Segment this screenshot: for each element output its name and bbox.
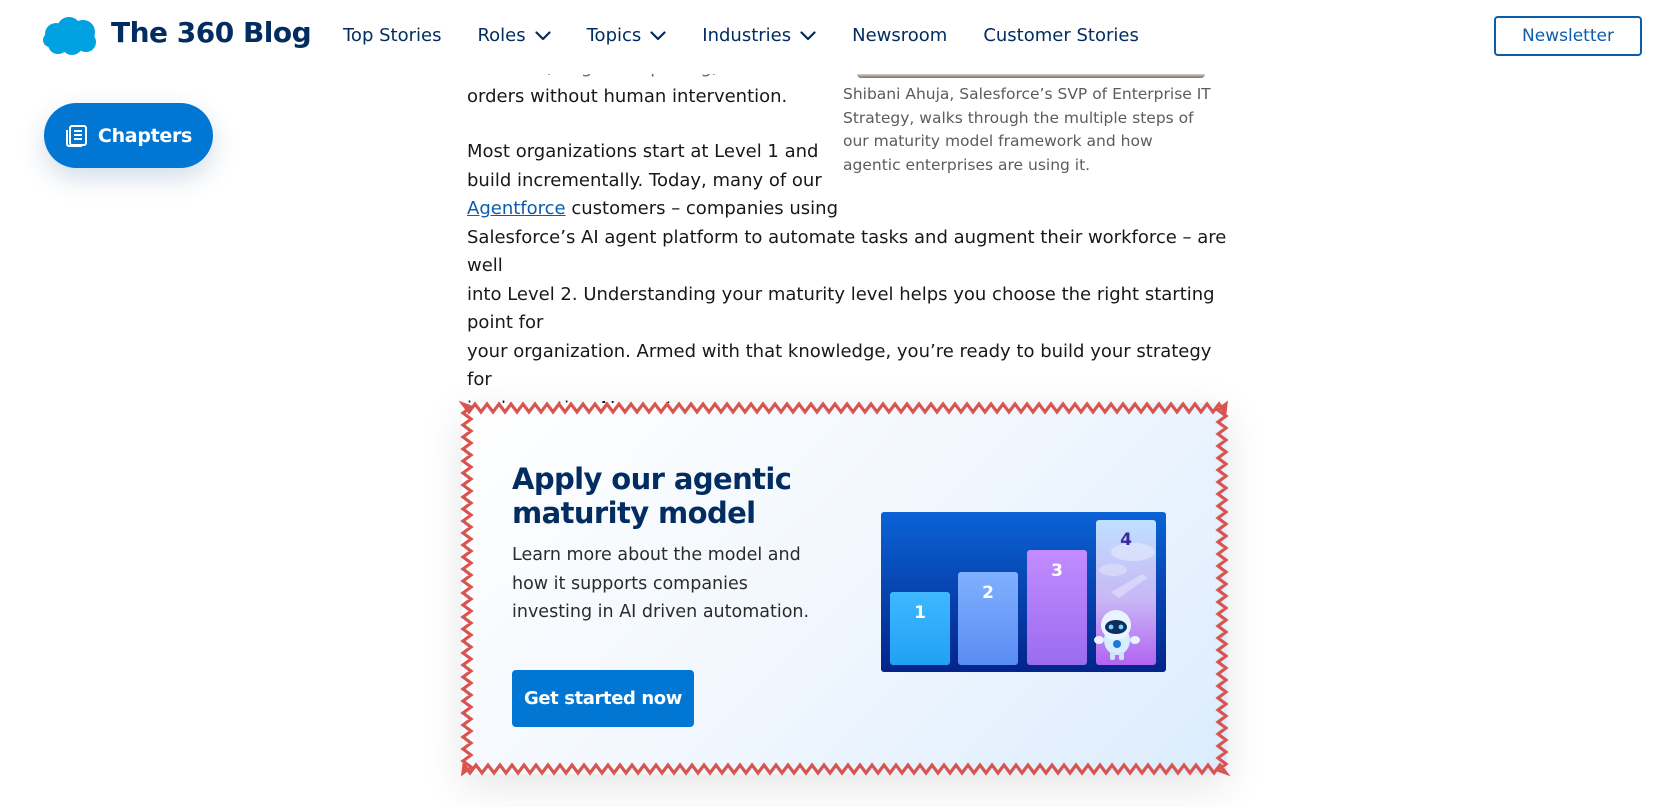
get-started-button[interactable]: Get started now	[512, 670, 694, 727]
nav-label: Newsroom	[852, 25, 948, 46]
chevron-down-icon	[650, 31, 666, 41]
nav-newsroom[interactable]	[852, 25, 947, 46]
step-label-1: 1	[914, 603, 926, 623]
nav-label: Industries	[702, 25, 792, 46]
agentforce-link[interactable]: Agentforce	[467, 198, 566, 219]
nav-label: Topics	[586, 25, 642, 46]
article-text: customers – companies using	[565, 198, 839, 219]
nav-customer-stories[interactable]	[983, 25, 1139, 46]
article-line: your organization. Armed with that knowledge, you’re ready to build your strategy for	[467, 340, 1212, 390]
salesforce-cloud-logo-icon[interactable]	[42, 16, 98, 56]
step-label-3: 3	[1051, 561, 1063, 581]
chapters-button[interactable]	[44, 103, 213, 168]
article-line: into Level 2. Understanding your maturity level helps you choose the right starting point for	[467, 283, 1215, 333]
chapters-list-icon	[65, 124, 89, 148]
nav-topics[interactable]	[587, 25, 667, 46]
nav-label: Customer Stories	[983, 25, 1139, 46]
site-brand-title[interactable]: The 360 Blog	[111, 16, 312, 49]
figure-caption: Shibani Ahuja, Salesforce’s SVP of Enterprise IT Strategy, walks through the multiple steps of our maturity model framework and how agentic enterprises are using it.	[843, 85, 1211, 174]
step-label-2: 2	[982, 583, 994, 603]
article-line: build incrementally. Today, many of our	[467, 169, 822, 191]
newsletter-button[interactable]: Newsletter	[1494, 16, 1642, 56]
chevron-down-icon	[535, 31, 551, 41]
step-label-4: 4	[1120, 530, 1132, 550]
article-line: orders without human intervention.	[467, 85, 788, 107]
article-line: Salesforce’s AI agent platform to automate tasks and augment their workforce – are well	[467, 226, 1227, 276]
nav-label: Top Stories	[343, 25, 442, 46]
nav-label: Roles	[477, 25, 526, 46]
chapters-label: Chapters	[97, 124, 193, 147]
maturity-steps-illustration	[881, 512, 1166, 672]
site-header	[0, 0, 1680, 74]
article-line	[467, 195, 1227, 224]
main-nav	[343, 25, 1175, 46]
promo-description: Learn more about the model and how it supports companies investing in AI driven automation.	[512, 545, 810, 622]
nav-industries[interactable]	[702, 25, 816, 46]
chevron-down-icon	[800, 31, 816, 41]
article-line: Most organizations start at Level 1 and	[467, 141, 819, 162]
nav-roles[interactable]	[477, 25, 550, 46]
nav-top-stories[interactable]	[343, 25, 441, 46]
article-body	[467, 54, 1227, 423]
promo-title: Apply our agentic maturity model	[512, 462, 792, 530]
